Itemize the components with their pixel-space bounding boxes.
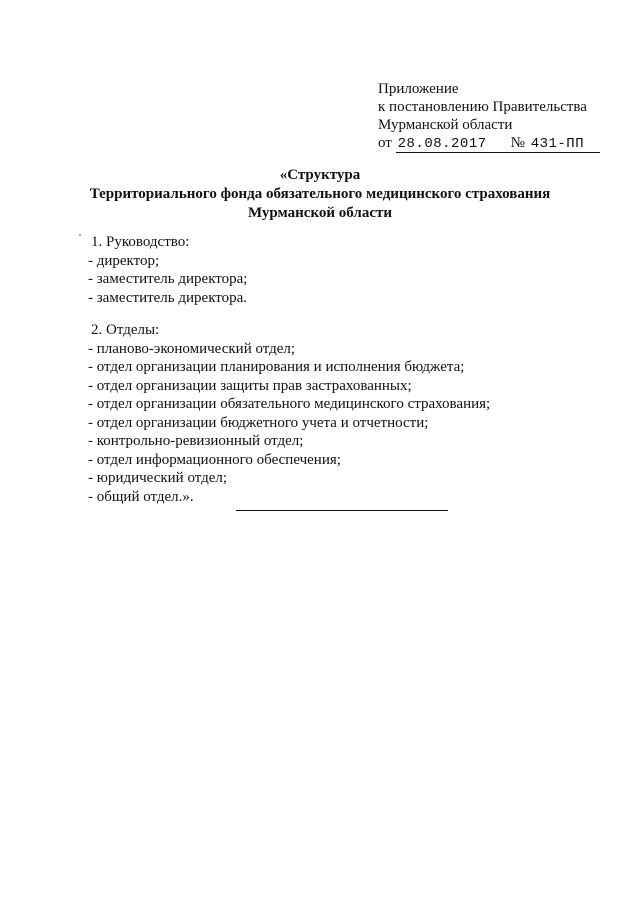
section-departments <box>88 321 490 506</box>
list-item: - общий отдел.». <box>88 488 194 505</box>
list-item: - заместитель директора. <box>88 289 248 306</box>
list-item: - отдел организации бюджетного учета и отчетности; <box>88 414 429 431</box>
list-item: - планово-экономический отдел; <box>88 340 296 357</box>
date-value: 28.08.2017 <box>397 136 487 152</box>
list-item: - контрольно-ревизионный отдел; <box>88 433 304 449</box>
list-item: - директор; <box>88 252 160 269</box>
title-line-3: Мурманской области <box>247 205 393 221</box>
document-title <box>0 166 640 223</box>
appendix-resolution-ref: к постановлению Правительства <box>378 99 587 115</box>
appendix-date-number-line <box>378 134 600 153</box>
number-value: 431-ПП <box>530 136 585 152</box>
end-divider <box>236 510 448 511</box>
section-heading: 2. Отделы: <box>91 322 160 338</box>
list-item: - отдел организации защиты прав застрахованных; <box>88 377 412 394</box>
list-item: - отдел информационного обеспечения; <box>88 451 341 468</box>
title-line-2: Территориального фонда обязательного медицинского страхования <box>89 186 551 202</box>
list-item: - отдел организации планирования и исполнения бюджета; <box>88 359 465 375</box>
list-item: - заместитель директора; <box>88 271 248 287</box>
number-field <box>511 136 600 153</box>
scan-speck <box>79 234 81 236</box>
list-item: - отдел организации обязательного медицинского страхования; <box>88 396 491 412</box>
number-prefix: № <box>510 135 525 151</box>
appendix-label: Приложение <box>378 81 459 97</box>
date-field <box>396 136 511 153</box>
section-management <box>88 233 247 307</box>
appendix-region: Мурманской области <box>378 117 513 133</box>
section-heading: 1. Руководство: <box>91 234 190 250</box>
title-line-1: «Структура <box>279 167 361 183</box>
list-item: - юридический отдел; <box>88 470 228 486</box>
date-prefix: от <box>378 135 392 151</box>
appendix-block <box>378 80 600 153</box>
